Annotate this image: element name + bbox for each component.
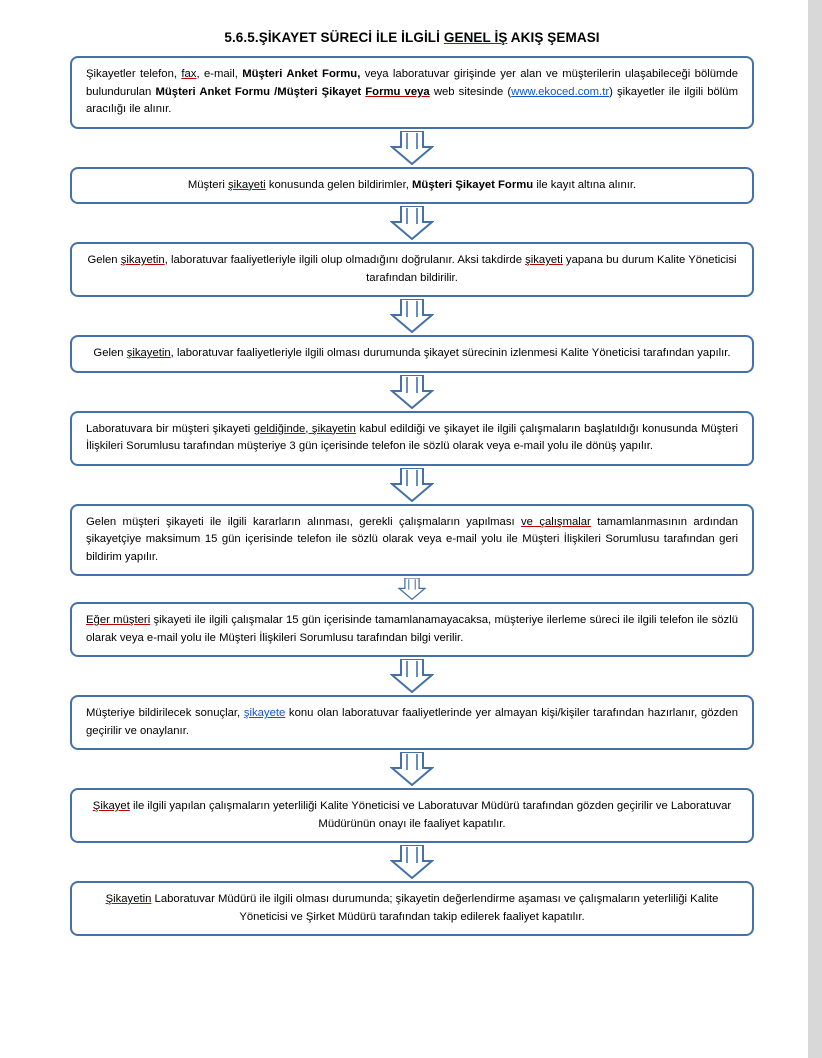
text-run: , laboratuvar faaliyetleriyle ilgili olup olmadığını doğrulanır. Aksi takdirde — [164, 254, 526, 267]
flow-step-box — [70, 167, 754, 205]
text-run: şikayeti ile ilgili çalışmalar 15 gün içerisinde tamamlanamayacaksa, müşteriye ilerleme süreci ile ilgili telefon ile sözlü olarak veya e-mail yolu ile Müşteri İlişkileri Sorumlusu tarafından bilgi verilir. — [86, 614, 738, 644]
spellcheck-underline: şikayeti — [525, 254, 563, 267]
text-run: , e-mail, — [196, 68, 243, 81]
text-run: konu olan laboratuvar faaliyetlerinde yer almayan kişi/kişiler tarafından hazırlanır, gözden geçirilir ve onaylanır. — [86, 707, 739, 737]
flow-step-box — [70, 411, 754, 466]
spellcheck-underline: şikayetin — [126, 347, 171, 360]
website-link[interactable]: www.ekoced.com.tr — [511, 85, 610, 98]
flowchart-container — [70, 30, 754, 936]
down-arrow-connector — [70, 843, 754, 881]
arrow-down-icon — [390, 131, 434, 165]
down-arrow-connector — [70, 576, 754, 602]
spellcheck-underline: şikayetin — [120, 254, 165, 267]
page-title-suffix: AKIŞ ŞEMASI — [507, 30, 600, 45]
spellcheck-underline: şikayeti — [228, 178, 266, 191]
text-run: Laboratuvar Müdürü ile ilgili olması durumunda; şikayetin değerlendirme aşaması ve çalışmaların yeterliliği Kalite Yöneticisi ve Şirket Müdürü tarafından takip edilerek faaliyet kapatılır. — [151, 893, 719, 923]
arrow-down-icon — [390, 845, 434, 879]
text-run: kabul edildiği ve şikayet ile ilgili çalışmaların başlatıldığı konusunda Müşteri İlişkileri Sorumlusu tarafından müşteriye 3 gün içerisinde telefon ile sözlü olarak veya e-mail yolu ile dönüş yapılır. — [86, 422, 738, 453]
flow-step-box — [70, 504, 754, 577]
text-run: konusunda gelen bildirimler, — [265, 178, 413, 191]
text-emphasis-flagged: Formu veya — [365, 85, 430, 98]
text-run: veya laboratuvar girişinde yer alan ve müşterilerin ulaşabileceği bölümde bulundurulan — [86, 68, 739, 98]
text-run: Müşteriye bildirilecek sonuçlar, — [86, 707, 244, 720]
down-arrow-connector — [70, 297, 754, 335]
text-run: Gelen — [93, 347, 127, 360]
text-emphasis: Müşteri Şikayet Formu — [412, 178, 534, 191]
text-run: yapana bu durum Kalite Yöneticisi tarafından bildirilir. — [366, 254, 737, 284]
flow-step-box — [70, 602, 754, 657]
text-run: Laboratuvara bir müşteri şikayeti — [86, 422, 254, 435]
text-run: ) şikayetler ile ilgili bölüm aracılığı ile alınır. — [86, 85, 738, 116]
flow-step-box — [70, 56, 754, 129]
flow-step-box — [70, 242, 754, 297]
spellcheck-underline: Şikayetin — [105, 893, 152, 906]
flow-step-box — [70, 335, 754, 373]
text-run: Şikayetler telefon, — [86, 68, 182, 81]
arrow-down-icon — [390, 752, 434, 786]
text-run: Gelen — [87, 254, 121, 267]
page-right-gutter — [808, 0, 822, 1058]
page-title-prefix: 5.6.5.ŞİKAYET SÜRECİ İLE İLGİLİ — [224, 30, 444, 45]
flow-step-box — [70, 788, 754, 843]
down-arrow-connector — [70, 466, 754, 504]
text-run: ile ilgili yapılan çalışmaların yeterliliği Kalite Yöneticisi ve Laboratuvar Müdürü tarafından gözden geçirilir ve Laboratuvar Müdürünün onayı ile faaliyet kapatılır. — [129, 800, 732, 830]
text-emphasis: Müşteri Anket Formu, — [242, 68, 361, 81]
arrow-down-icon — [390, 206, 434, 240]
flow-step-box — [70, 881, 754, 936]
spellcheck-underline: fax — [181, 68, 197, 81]
text-run: Müşteri — [187, 178, 229, 191]
arrow-down-icon — [390, 375, 434, 409]
spellcheck-underline: şikayete — [243, 707, 286, 720]
text-run: , laboratuvar faaliyetleriyle ilgili olması durumunda şikayet sürecinin izlenmesi Kalite Yöneticisi tarafından yapılır. — [170, 347, 731, 360]
text-run: tamamlanmasının ardından şikayetçiye maksimum 15 gün içerisinde telefon ile sözlü olarak veya e-mail yolu ile Müşteri İlişkileri Sorumlusu tarafından geri bildirim yapılır. — [86, 515, 739, 563]
text-run: ile kayıt altına alınır. — [533, 178, 637, 191]
down-arrow-connector — [70, 373, 754, 411]
down-arrow-connector — [70, 204, 754, 242]
down-arrow-connector — [70, 129, 754, 167]
text-run: Gelen müşteri şikayeti ile ilgili kararların alınması, gerekli çalışmaların yapılması — [86, 515, 522, 528]
arrow-down-icon — [390, 299, 434, 333]
arrow-down-icon — [390, 468, 434, 502]
page-title — [70, 30, 754, 46]
down-arrow-connector — [70, 750, 754, 788]
down-arrow-connector — [70, 657, 754, 695]
text-run: web sitesinde ( — [429, 85, 512, 98]
arrow-down-icon — [390, 659, 434, 693]
spellcheck-underline: ve çalışmalar — [521, 515, 591, 528]
text-emphasis: Müşteri Anket Formu /Müşteri Şikayet — [155, 85, 366, 98]
spellcheck-underline: Eğer müşteri — [86, 614, 151, 627]
flow-steps — [70, 56, 754, 936]
spellcheck-underline: Şikayet — [92, 800, 130, 813]
flow-step-box — [70, 695, 754, 750]
arrow-down-icon — [395, 578, 429, 600]
spellcheck-underline: geldiğinde, şikayetin — [253, 422, 356, 435]
page-title-underlined: GENEL İŞ — [443, 30, 508, 45]
